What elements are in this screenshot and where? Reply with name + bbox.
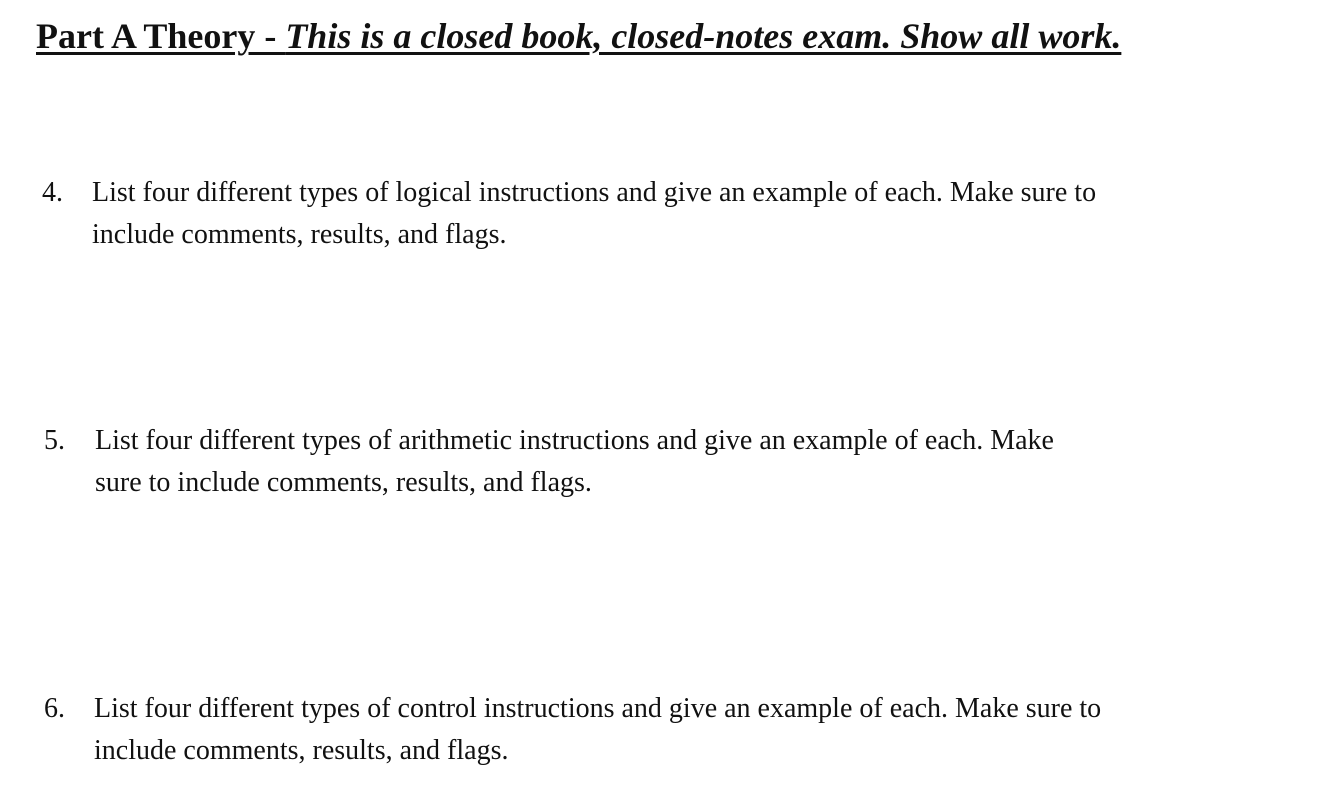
question-text-line-2: sure to include comments, results, and flags. — [95, 467, 592, 498]
question-4 — [42, 172, 1272, 256]
question-text-line-1: List four different types of control instructions and give an example of each. Make sure to — [94, 693, 1102, 724]
question-5 — [44, 420, 1274, 504]
question-number: 6. — [44, 693, 65, 724]
question-number: 5. — [44, 425, 65, 456]
question-text-line-2: include comments, results, and flags. — [92, 219, 507, 250]
question-text-line-2: include comments, results, and flags. — [94, 735, 509, 766]
section-label: Part A Theory - — [36, 16, 286, 56]
question-6 — [44, 688, 1274, 772]
question-number: 4. — [42, 177, 63, 208]
exam-instructions: This is a closed book, closed-notes exam. Show all work. — [285, 16, 1122, 56]
question-text-line-1: List four different types of logical instructions and give an example of each. Make sure to — [92, 177, 1097, 208]
question-text-line-1: List four different types of arithmetic instructions and give an example of each. Make — [95, 425, 1054, 456]
exam-heading — [36, 14, 1121, 58]
